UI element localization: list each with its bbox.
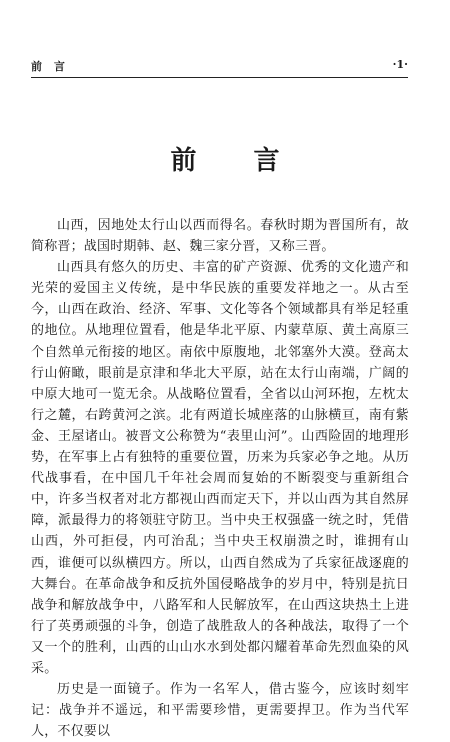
running-head: 前 言	[31, 60, 69, 73]
header-rule	[31, 77, 408, 78]
page-header	[31, 58, 408, 74]
page-number: ·1·	[392, 58, 408, 71]
chapter-title: 前 言	[170, 146, 304, 176]
paragraph: 山西具有悠久的历史、丰富的矿产资源、优秀的文化遗产和光荣的爱国主义传统，是中华民族的重要发祥地之一。从古至今，山西在政治、经济、军事、文化等各个领域都具有举足轻重的地位。从地理位置看，他是华北平原、内蒙草原、黄土高原三个自然单元衔接的地区。南依中原腹地，北邻塞外大漠。登高太行山俯瞰，眼前是京津和华北大平原，站在太行山南端，广阔的中原大地可一览无余。从战略位置看，全省以山河环抱，左枕太行之麓，右跨黄河之滨。北有两道长城座落的山脉横亘，南有紫金、王屋诸山。被晋文公称赞为“表里山河”。山西险固的地理形势，在军事上占有独特的重要位置，历来为兵家必争之地。从历代战事看，在中国几千年社会周而复始的不断裂变与重新组合中，许多当权者对北方都视山西而定天下，并以山西为其自然屏障，派最得力的将领驻守防卫。当中央王权强盛一统之时，凭借山西，外可拒侵，内可治乱；当中央王权崩溃之时，谁拥有山西，谁便可以纵横四方。所以，山西自然成为了兵家征战逐鹿的大舞台。在革命战争和反抗外国侵略战争的岁月中，特别是抗日战争和解放战争中，八路军和人民解放军，在山西这块热土上进行了英勇顽强的斗争，创造了战胜敌人的各种战法，取得了一个又一个的胜利，山西的山山水水到处都闪耀着革命先烈血染的风采。	[31, 260, 409, 676]
paragraph: 历史是一面镜子。作为一名军人，借古鉴今，应该时刻牢记：战争并不遥远，和平需要珍惜，更需要捍卫。作为当代军人，不仅要以	[31, 682, 409, 740]
body-text	[31, 215, 409, 742]
paragraph: 山西，因地处太行山以西而得名。春秋时期为晋国所有，故简称晋；战国时期韩、赵、魏三家分晋，又称三晋。	[31, 218, 409, 255]
